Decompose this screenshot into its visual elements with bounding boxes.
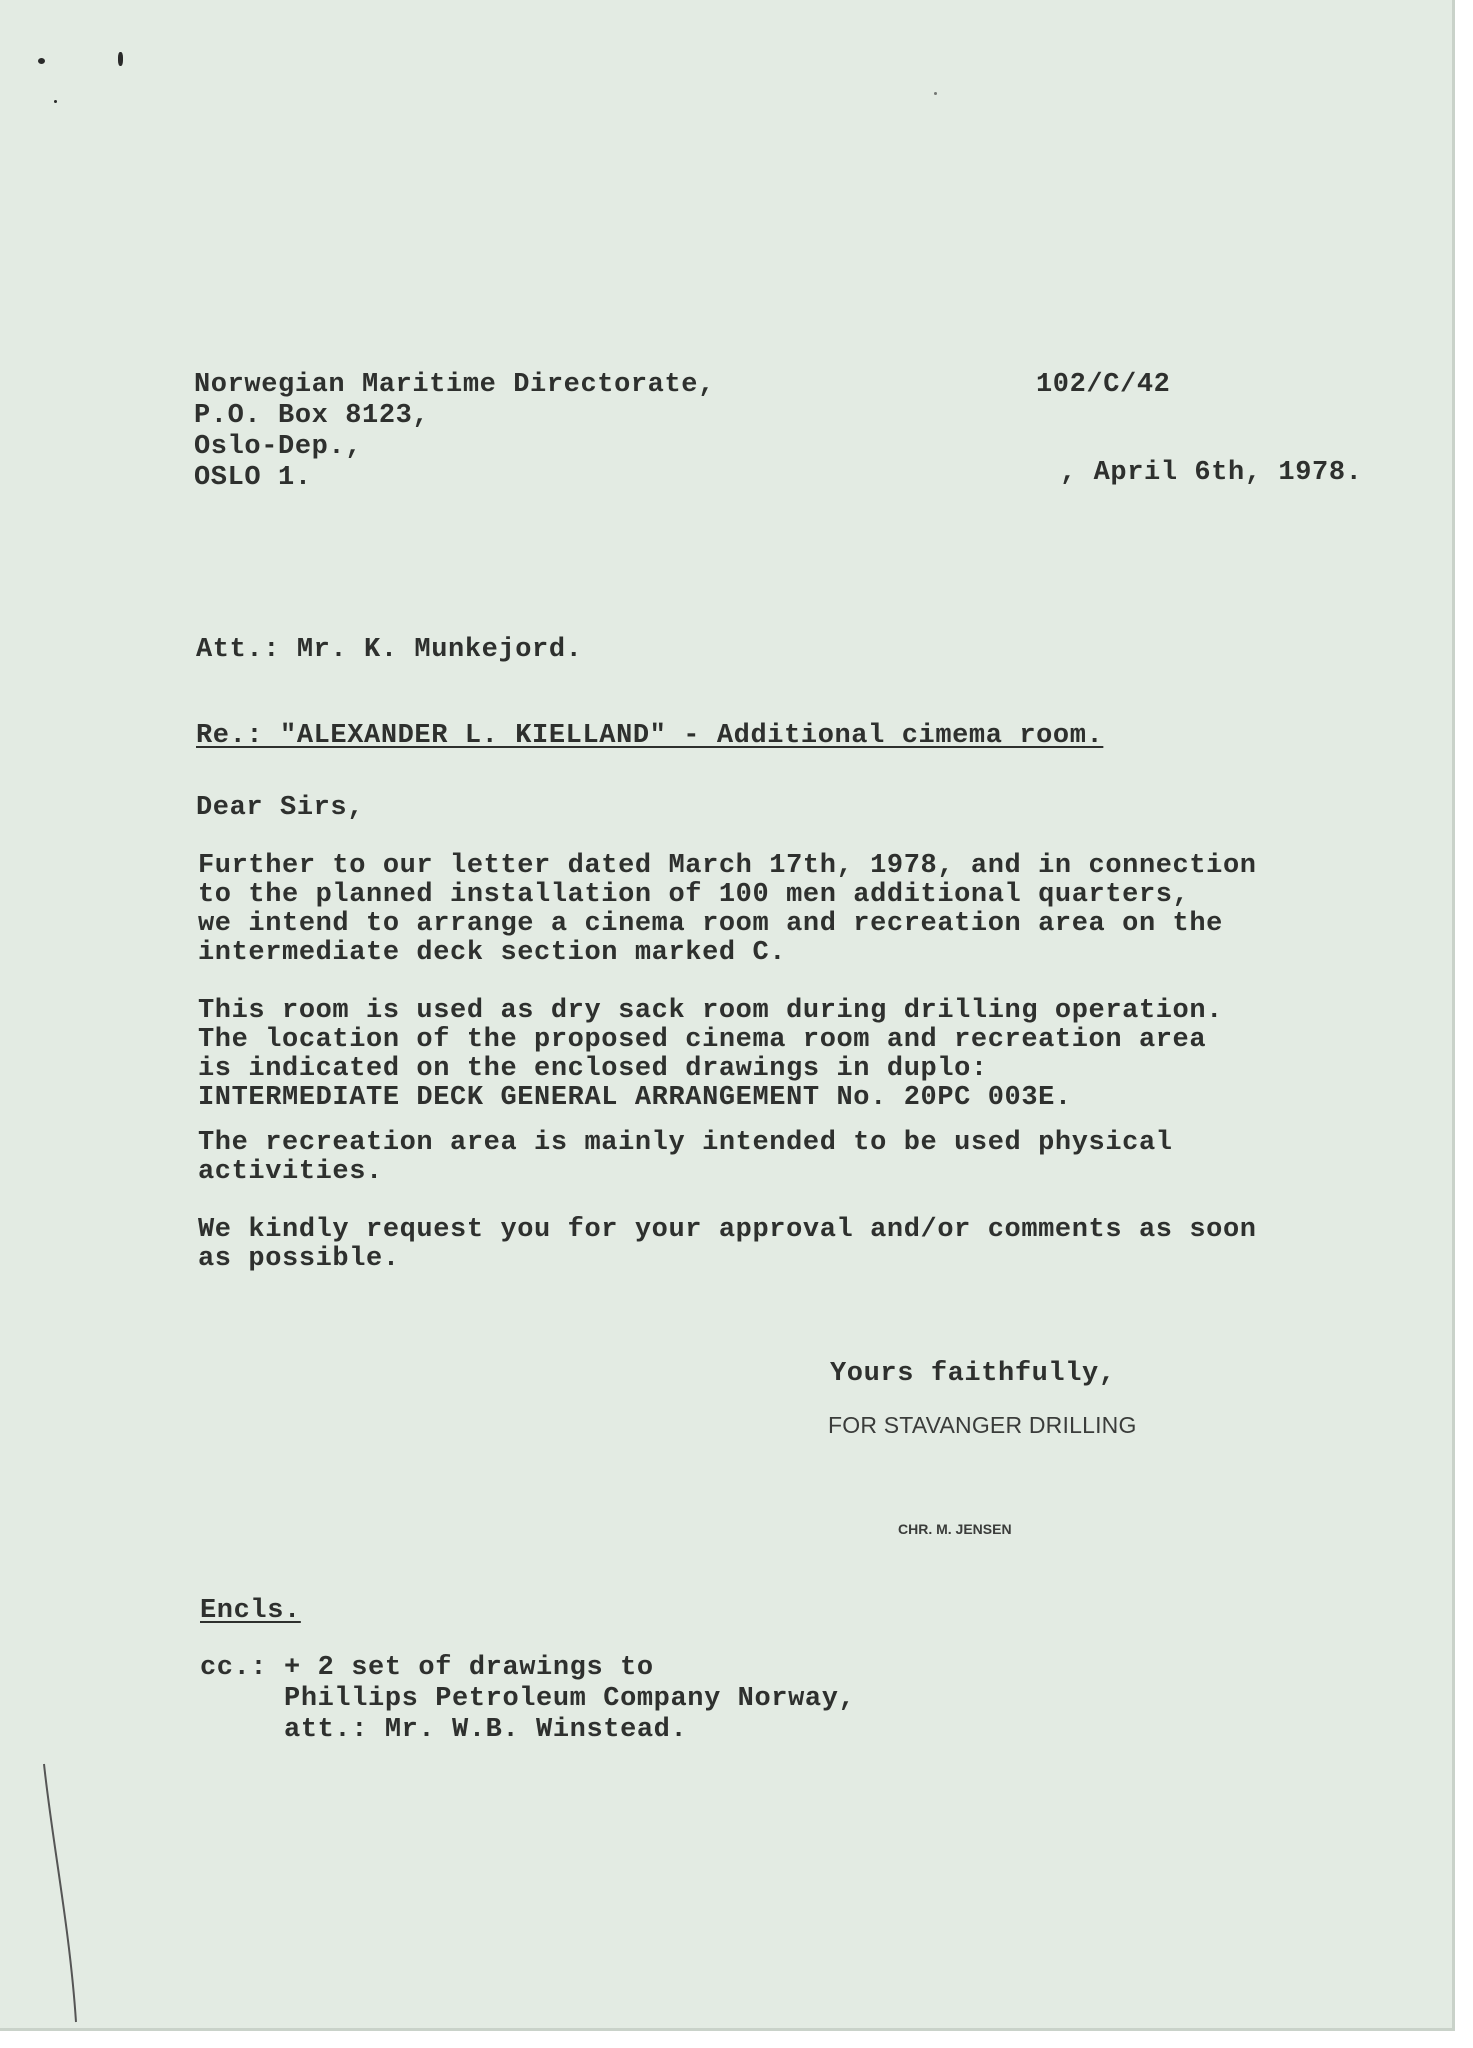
body-line: INTERMEDIATE DECK GENERAL ARRANGEMENT No. 20PC 003E.: [198, 1083, 1072, 1113]
cc-line: Phillips Petroleum Company Norway,: [200, 1684, 856, 1714]
subject-line: Re.: "ALEXANDER L. KIELLAND" - Additional cimema room.: [196, 721, 1104, 751]
body-line: We kindly request you for your approval and/or comments as soon: [198, 1215, 1257, 1245]
enclosures-label: Encls.: [200, 1596, 301, 1626]
margin-pencil-mark: [30, 1760, 90, 2030]
scan-speck: [934, 92, 937, 95]
body-line: activities.: [198, 1157, 383, 1187]
body-line: we intend to arrange a cinema room and recreation area on the: [198, 909, 1223, 939]
recipient-line: Oslo-Dep.,: [194, 432, 363, 462]
body-line: The location of the proposed cinema room and recreation area: [198, 1025, 1207, 1055]
reference-number: 102/C/42: [1036, 370, 1171, 400]
body-line: intermediate deck section marked C.: [198, 938, 787, 968]
body-line: Further to our letter dated March 17th, 1978, and in connection: [198, 851, 1257, 881]
cc-line: att.: Mr. W.B. Winstead.: [200, 1715, 688, 1745]
attention-line: Att.: Mr. K. Munkejord.: [196, 635, 583, 665]
body-line: is indicated on the enclosed drawings in duplo:: [198, 1054, 988, 1084]
body-line: The recreation area is mainly intended to be used physical: [198, 1128, 1173, 1158]
recipient-line: P.O. Box 8123,: [194, 401, 430, 431]
recipient-line: OSLO 1.: [194, 463, 312, 493]
letter-date: , April 6th, 1978.: [1060, 458, 1363, 488]
scan-speck: [118, 52, 123, 66]
body-line: as possible.: [198, 1244, 400, 1274]
salutation: Dear Sirs,: [196, 793, 365, 823]
cc-line: cc.: + 2 set of drawings to: [200, 1653, 654, 1683]
body-line: This room is used as dry sack room during drilling operation.: [198, 996, 1223, 1026]
signatory-stamp: CHR. M. JENSEN: [898, 1521, 1012, 1537]
scan-speck: [54, 100, 57, 103]
scan-speck: [38, 58, 45, 64]
company-stamp: FOR STAVANGER DRILLING: [828, 1412, 1137, 1438]
body-line: to the planned installation of 100 men additional quarters,: [198, 880, 1190, 910]
closing: Yours faithfully,: [830, 1359, 1116, 1389]
recipient-line: Norwegian Maritime Directorate,: [194, 370, 715, 400]
